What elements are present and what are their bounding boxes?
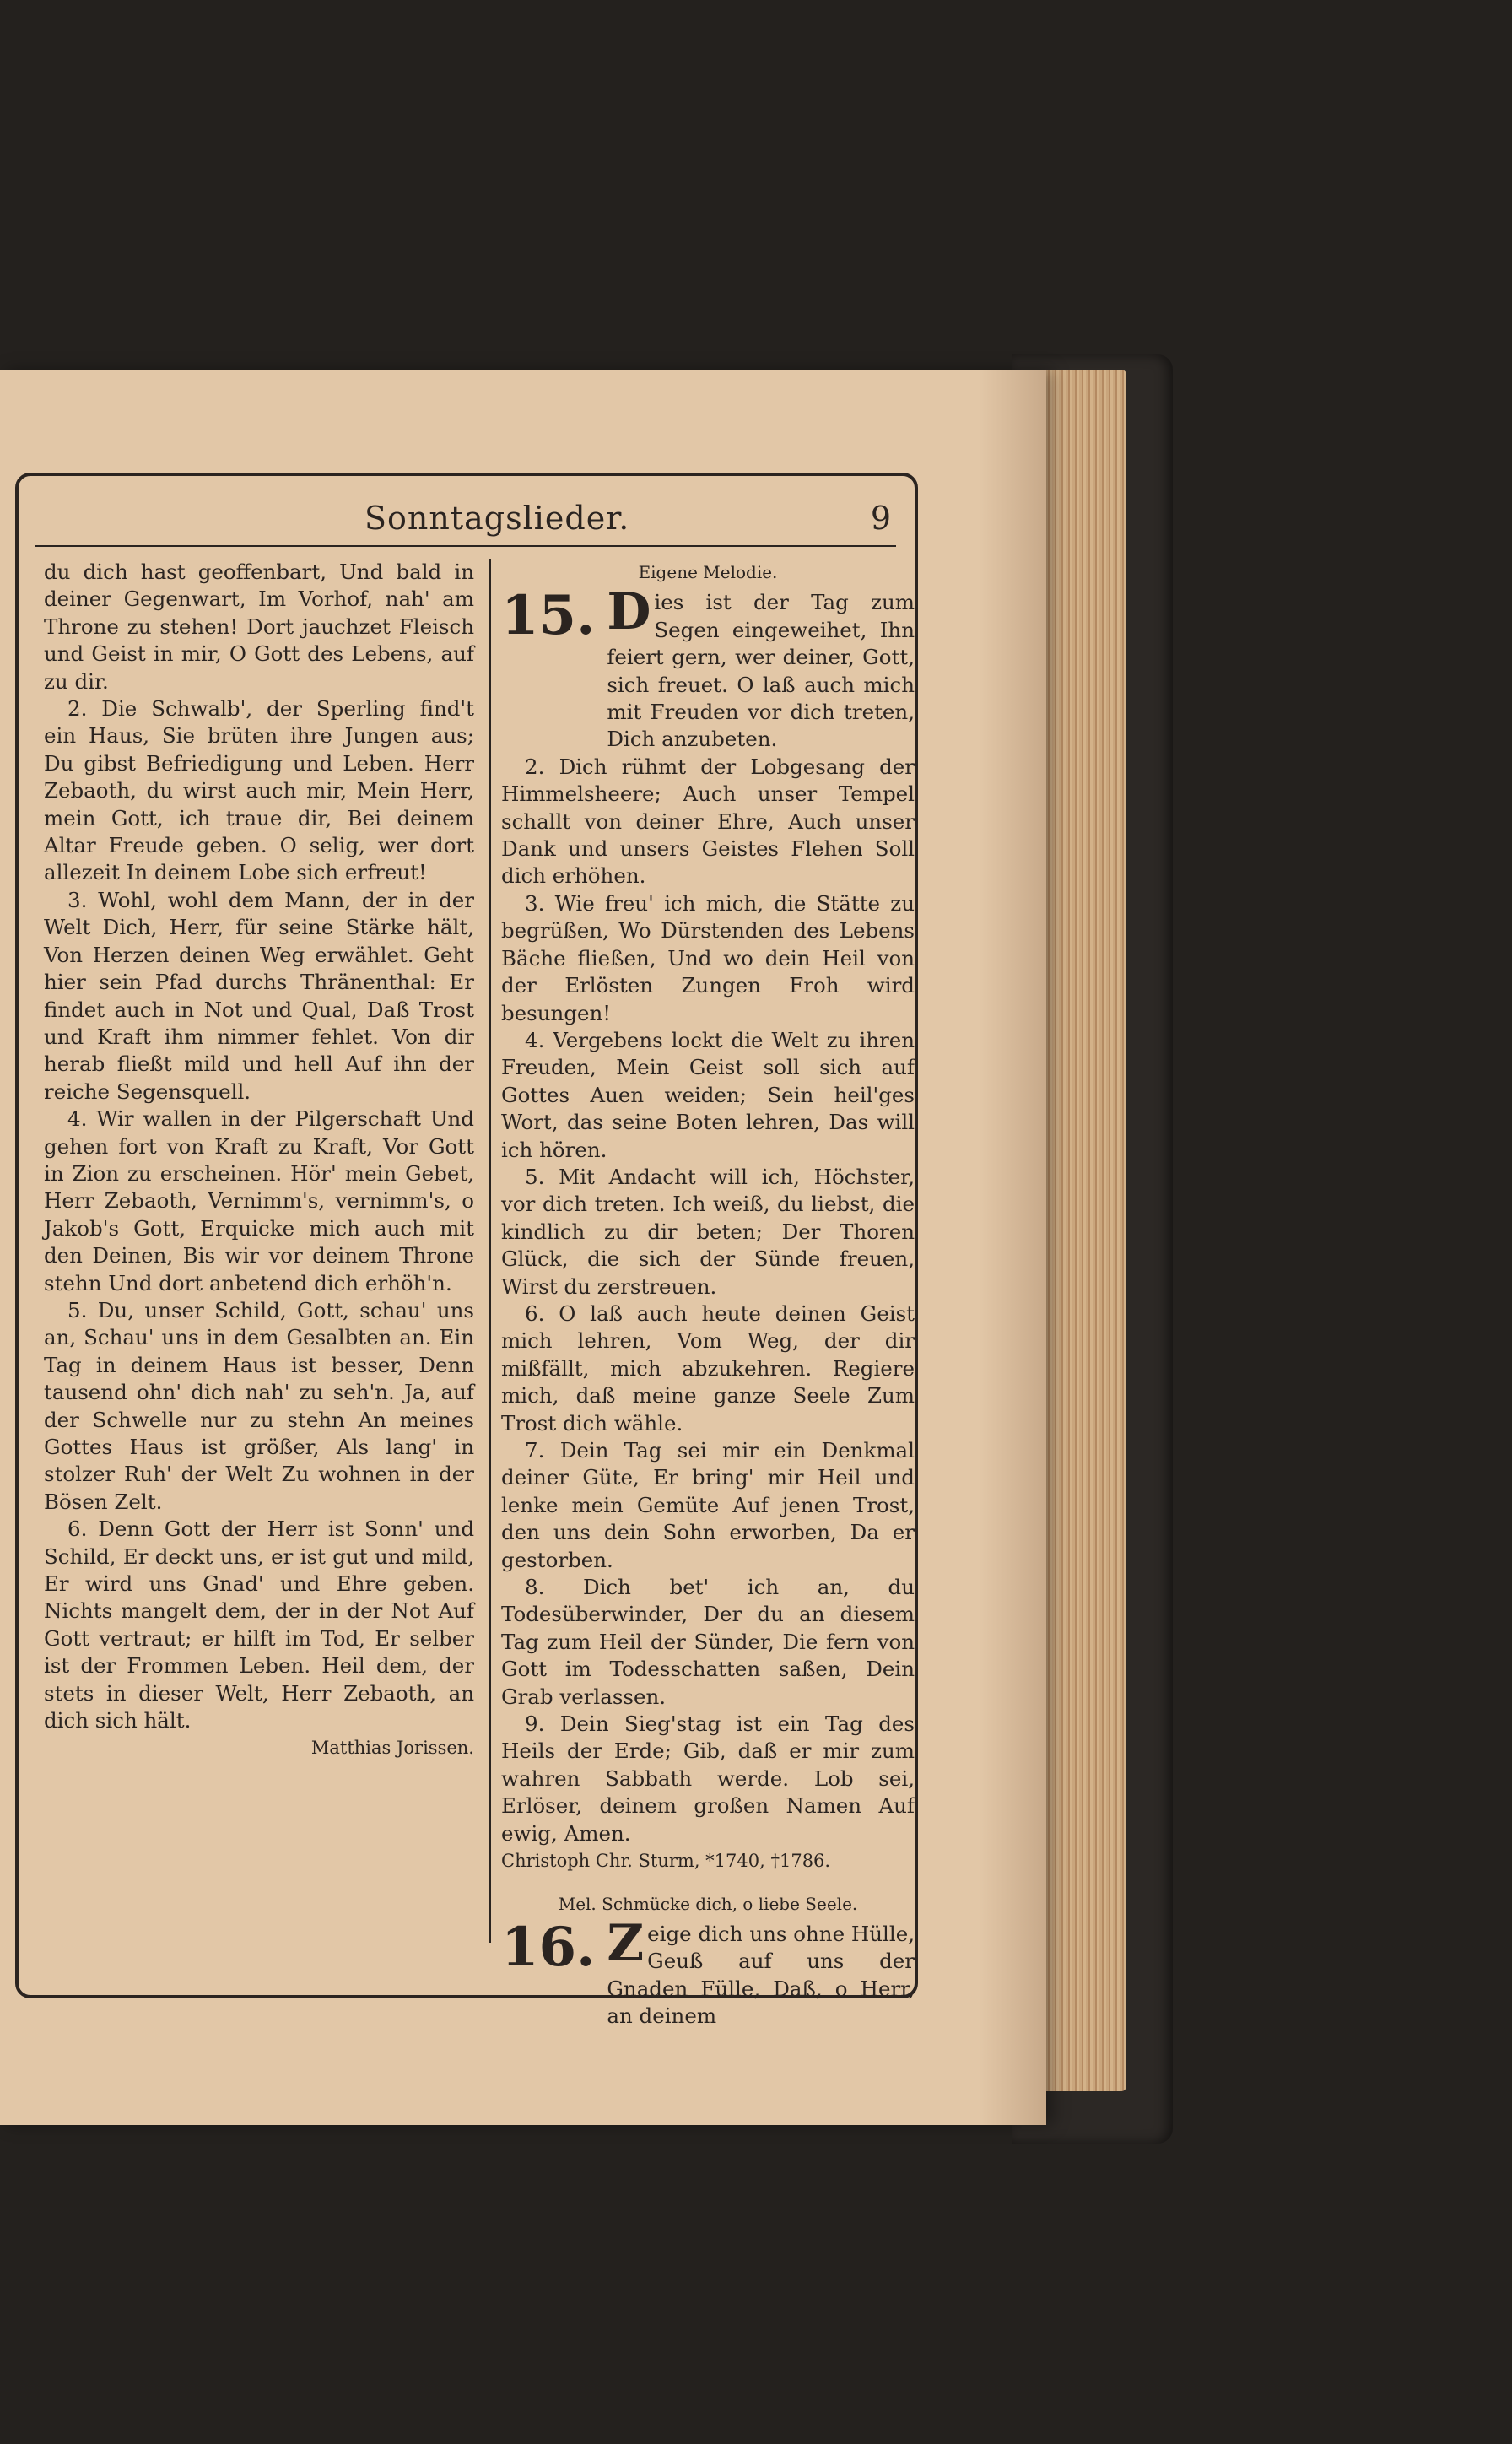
drop-cap: Z xyxy=(607,1913,645,1973)
running-header xyxy=(35,493,896,547)
hymn-heading xyxy=(501,582,915,753)
verse-paragraph: 2. Die Schwalb', der Sperling find't ein Haus, Sie brüten ihre Jungen aus; Du gibst Befriedigung und Leben. Herr Zebaoth, du wirst auch mir, Mein Herr, mein Gott, ich traue dir, Bei deinem Altar Freude geben. O selig, wer dort allezeit In deinem Lobe sich erfreut! xyxy=(44,696,474,885)
verse-paragraph: 2. Dich rühmt der Lobgesang der Himmelsheere; Auch unser Tempel schallt von deiner Ehre, Auch unser Dank und unsers Geistes Flehen Soll dich erhöhen. xyxy=(501,754,915,889)
page-number: 9 xyxy=(870,500,891,537)
verse-paragraph: 3. Wie freu' ich mich, die Stätte zu begrüßen, Wo Dürstenden des Lebens Bäche fließen, Und wo dein Heil von der Erlösten Zungen Froh wird besungen! xyxy=(501,890,915,1025)
verse-paragraph: du dich hast geoffenbart, Und bald in deiner Gegenwart, Im Vorhof, nah' am Throne zu stehen! Dort jauchzet Fleisch und Geist in mir, O Gott des Lebens, auf zu dir. xyxy=(44,560,474,694)
verse-paragraph: 4. Vergebens lockt die Welt zu ihren Freuden, Mein Geist soll sich auf Gottes Auen weiden; Sein heil'ges Wort, das seine Boten lehren, Das will ich hören. xyxy=(501,1027,915,1162)
verse-paragraph: 9. Dein Sieg'stag ist ein Tag des Heils der Erde; Gib, daß er mir zum wahren Sabbath werde. Lob sei, Erlöser, deinem großen Namen Auf ewig, Amen. xyxy=(501,1711,915,1846)
first-verse-text: eige dich uns ohne Hülle, Geuß auf uns der Gnaden Fülle, Daß, o Herr, an deinem xyxy=(607,1921,915,2029)
verse-paragraph: 5. Mit Andacht will ich, Höchster, vor dich treten. Ich weiß, du liebst, die kindlich zu dir beten; Der Thoren Glück, die sich der Sünde freuen, Wirst du zerstreuen. xyxy=(501,1164,915,1299)
drop-cap: D xyxy=(607,582,651,642)
verse-paragraph: 8. Dich bet' ich an, du Todesüberwinder, Der du an diesem Tag zum Heil der Sünder, Die fern von Gott im Todesschatten saßen, Dein Grab verlassen. xyxy=(501,1575,915,1709)
header-title: Sonntagslieder. xyxy=(364,500,630,537)
verse-paragraph: 4. Wir wallen in der Pilgerschaft Und gehen fort von Kraft zu Kraft, Vor Gott in Zion zu erscheinen. Hör' mein Gebet, Herr Zebaoth, Vernimm's, vernimm's, o Jakob's Gott, Erquicke mich auch mit den Deinen, Bis wir vor deinem Throne stehn Und dort anbetend dich erhöh'n. xyxy=(44,1106,474,1295)
verse-paragraph: 6. Denn Gott der Herr ist Sonn' und Schild, Er deckt uns, er ist gut und mild, Er wird uns Gnad' und Ehre geben. Nichts mangelt dem, der in der Not Auf Gott vertraut; er hilft im Tod, Er selber ist der Frommen Leben. Heil dem, der stets in dieser Welt, Herr Zebaoth, an dich sich hält. xyxy=(44,1517,474,1733)
book-page xyxy=(0,370,1046,2125)
verse-paragraph: 5. Du, unser Schild, Gott, schau' uns an, Schau' uns in dem Gesalbten an. Ein Tag in deinem Haus ist besser, Denn tausend ohn' dich nah' zu seh'n. Ja, auf der Schwelle nur zu stehn An meines Gottes Haus ist größer, Als lang' in stolzer Ruh' der Welt Zu wohnen in der Bösen Zelt. xyxy=(44,1297,474,1514)
hymn-number: 16. xyxy=(501,1915,596,1979)
hymn-author: Christoph Chr. Sturm, *1740, †1786. xyxy=(501,1851,831,1872)
hymn-author: Matthias Jorissen. xyxy=(310,1738,474,1759)
hymn-first-verse xyxy=(607,582,915,753)
page-frame xyxy=(15,473,918,2029)
hymn-heading xyxy=(501,1913,915,2030)
hymn-first-verse xyxy=(607,1913,915,2030)
first-verse-text: ies ist der Tag zum Segen eingeweihet, Ihn feiert gern, wer deiner, Gott, sich freuet. O laß auch mich mit Freuden vor dich treten, Dich anzubeten. xyxy=(607,590,915,752)
verse-paragraph: 3. Wohl, wohl dem Mann, der in der Welt Dich, Herr, für seine Stärke hält, Von Herzen deinen Weg erwählet. Geht hier sein Pfad durchs Thränenthal: Er findet auch in Not und Qual, Daß Trost und Kraft ihm nimmer fehlet. Von dir herab fließt mild und hell Auf ihn der reiche Segensquell. xyxy=(44,887,474,1104)
right-column xyxy=(501,559,915,2030)
verse-paragraph: 7. Dein Tag sei mir ein Denkmal deiner Güte, Er bring' mir Heil und lenke mein Gemüte Auf jenen Trost, den uns dein Sohn erworben, Da er gestorben. xyxy=(501,1438,915,1572)
melody-note: Eigene Melodie. xyxy=(638,562,778,582)
melody-note: Mel. Schmücke dich, o liebe Seele. xyxy=(558,1893,858,1914)
hymn-number: 15. xyxy=(501,584,596,648)
left-column xyxy=(44,559,474,1762)
column-divider xyxy=(489,559,491,1943)
verse-paragraph: 6. O laß auch heute deinen Geist mich lehren, Vom Weg, der dir mißfällt, mich abzukehren. Regiere mich, daß meine ganze Seele Zum Trost dich wähle. xyxy=(501,1300,915,1436)
